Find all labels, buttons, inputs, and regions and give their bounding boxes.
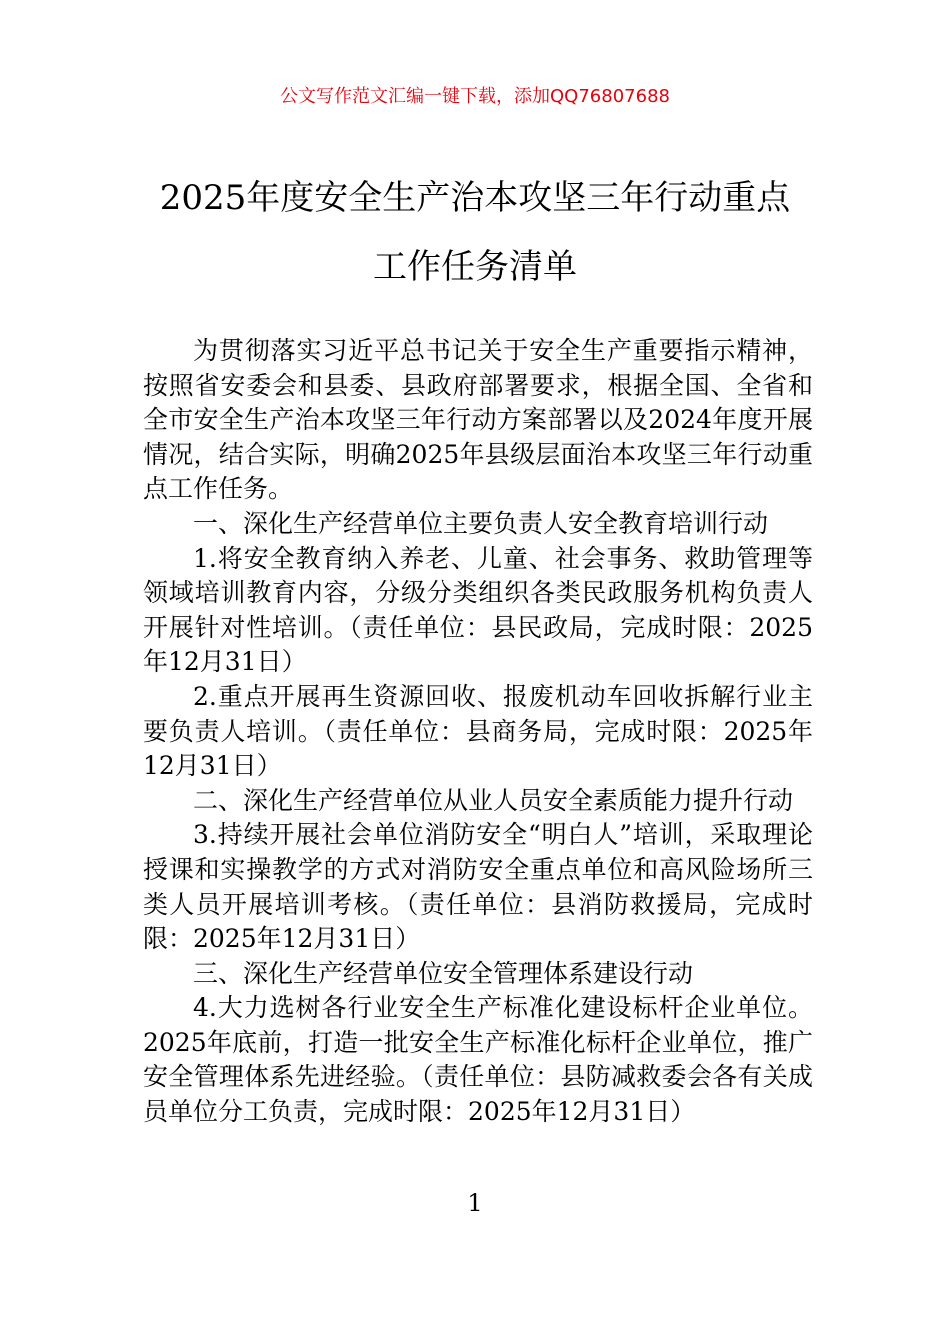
section-heading-2: 二、深化生产经营单位从业人员安全素质能力提升行动 xyxy=(193,785,794,815)
intro-paragraph: 为贯彻落实习近平总书记关于安全生产重要指示精神，按照省安委会和县委、县政府部署要求，根据全国、全省和全市安全生产治本攻坚三年行动方案部署以及2024年度开展情况，结合实际，明确2025年县级层面治本攻坚三年行动重点工作任务。 xyxy=(143,336,813,504)
document-title-line-2: 工作任务清单 xyxy=(373,247,577,287)
task-item-2: 2.重点开展再生资源回收、报废机动车回收拆解行业主要负责人培训。（责任单位：县商务局，完成时限：2025年12月31日） xyxy=(143,681,813,781)
task-item-1: 1.将安全教育纳入养老、儿童、社会事务、救助管理等领域培训教育内容，分级分类组织各类民政服务机构负责人开展针对性培训。（责任单位：县民政局，完成时限：2025年12月31日） xyxy=(143,543,813,677)
document-title-line-1: 2025年度安全生产治本攻坚三年行动重点 xyxy=(159,178,791,218)
task-item-4: 4.大力选树各行业安全生产标准化建设标杆企业单位。2025年底前，打造一批安全生产标准化标杆企业单位，推广安全管理体系先进经验。（责任单位：县防减救委会各有关成员单位分工负责，完成时限：2025年12月31日） xyxy=(143,993,813,1127)
document-body xyxy=(143,334,813,1130)
download-promo-note: 公文写作范文汇编一键下载，添加QQ76807688 xyxy=(280,86,670,107)
section-heading-3: 三、深化生产经营单位安全管理体系建设行动 xyxy=(193,958,694,988)
section-heading-1: 一、深化生产经营单位主要负责人安全教育培训行动 xyxy=(193,508,769,538)
task-item-3: 3.持续开展社会单位消防安全“明白人”培训，采取理论授课和实操教学的方式对消防安全重点单位和高风险场所三类人员开展培训考核。（责任单位：县消防救援局，完成时限：2025年12月31日） xyxy=(143,820,813,954)
page-number: 1 xyxy=(467,1189,483,1217)
